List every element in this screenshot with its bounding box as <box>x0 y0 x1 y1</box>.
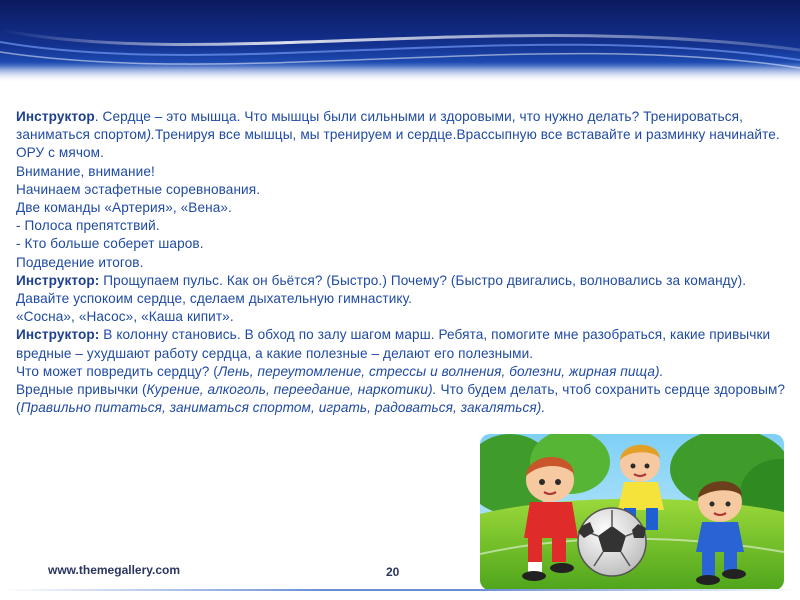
footer-url: www.themegallery.com <box>48 563 181 577</box>
instructor-label: Инструктор: <box>16 272 100 288</box>
italic-text: Правильно питаться, заниматься спортом, играть, радоваться, закаляться). <box>20 400 546 416</box>
soccer-kids-illustration <box>480 434 784 590</box>
line: - Полоса препятствий. <box>16 218 160 234</box>
text: В колонну становись. В обход по залу шагом марш. Ребята, помогите мне разобраться, какие привычки вредные – ухудшают работу сердца, а какие полезные – делают его полезными. <box>16 327 771 361</box>
paragraph <box>16 381 786 417</box>
paragraph <box>16 363 786 381</box>
text: . Сердце – это мышца. Что мышцы были сильными и здоровыми, что нужно делать? Тренироваться, заниматься спортом <box>16 109 743 143</box>
line: Две команды «Артерия», «Вена». <box>16 200 232 216</box>
paragraph <box>16 326 786 362</box>
italic-text: Курение, алкоголь, переедание, наркотики). <box>146 382 437 398</box>
text: Вредные привычки ( <box>16 382 147 398</box>
line: Подведение итогов. <box>16 254 144 270</box>
header-banner <box>0 0 800 82</box>
line: Внимание, внимание! <box>16 163 155 179</box>
line: - Кто больше соберет шаров. <box>16 236 204 252</box>
instructor-label: Инструктор <box>16 109 95 124</box>
header-swoosh <box>0 0 800 82</box>
text: ). <box>146 127 156 143</box>
text: Что может повредить сердцу? ( <box>16 363 218 379</box>
italic-text: Лень, переутомление, стрессы и волнения, болезни, жирная пища). <box>217 363 664 379</box>
line: Начинаем эстафетные соревнования. <box>16 181 261 197</box>
instructor-text <box>16 108 786 417</box>
instructor-label: Инструктор: <box>16 327 100 343</box>
paragraph <box>16 272 786 308</box>
line: «Сосна», «Насос», «Каша кипит». <box>16 309 234 325</box>
paragraph <box>16 108 786 163</box>
footer-divider <box>0 589 800 591</box>
page-number: 20 <box>386 565 400 579</box>
text: Тренируя все мышцы, мы тренируем и сердце.Врассыпную все вставайте и разминку начинайте. ОРУ с мячом. <box>16 127 780 161</box>
text: Прощупаем пульс. Как он бьётся? (Быстро.) Почему? (Быстро двигались, волновались за команду). Давайте успокоим сердце, сделаем дыхательную гимнастику. <box>16 272 747 307</box>
text: Что будем делать, чтоб сохранить сердце здоровым? ( <box>16 382 786 416</box>
